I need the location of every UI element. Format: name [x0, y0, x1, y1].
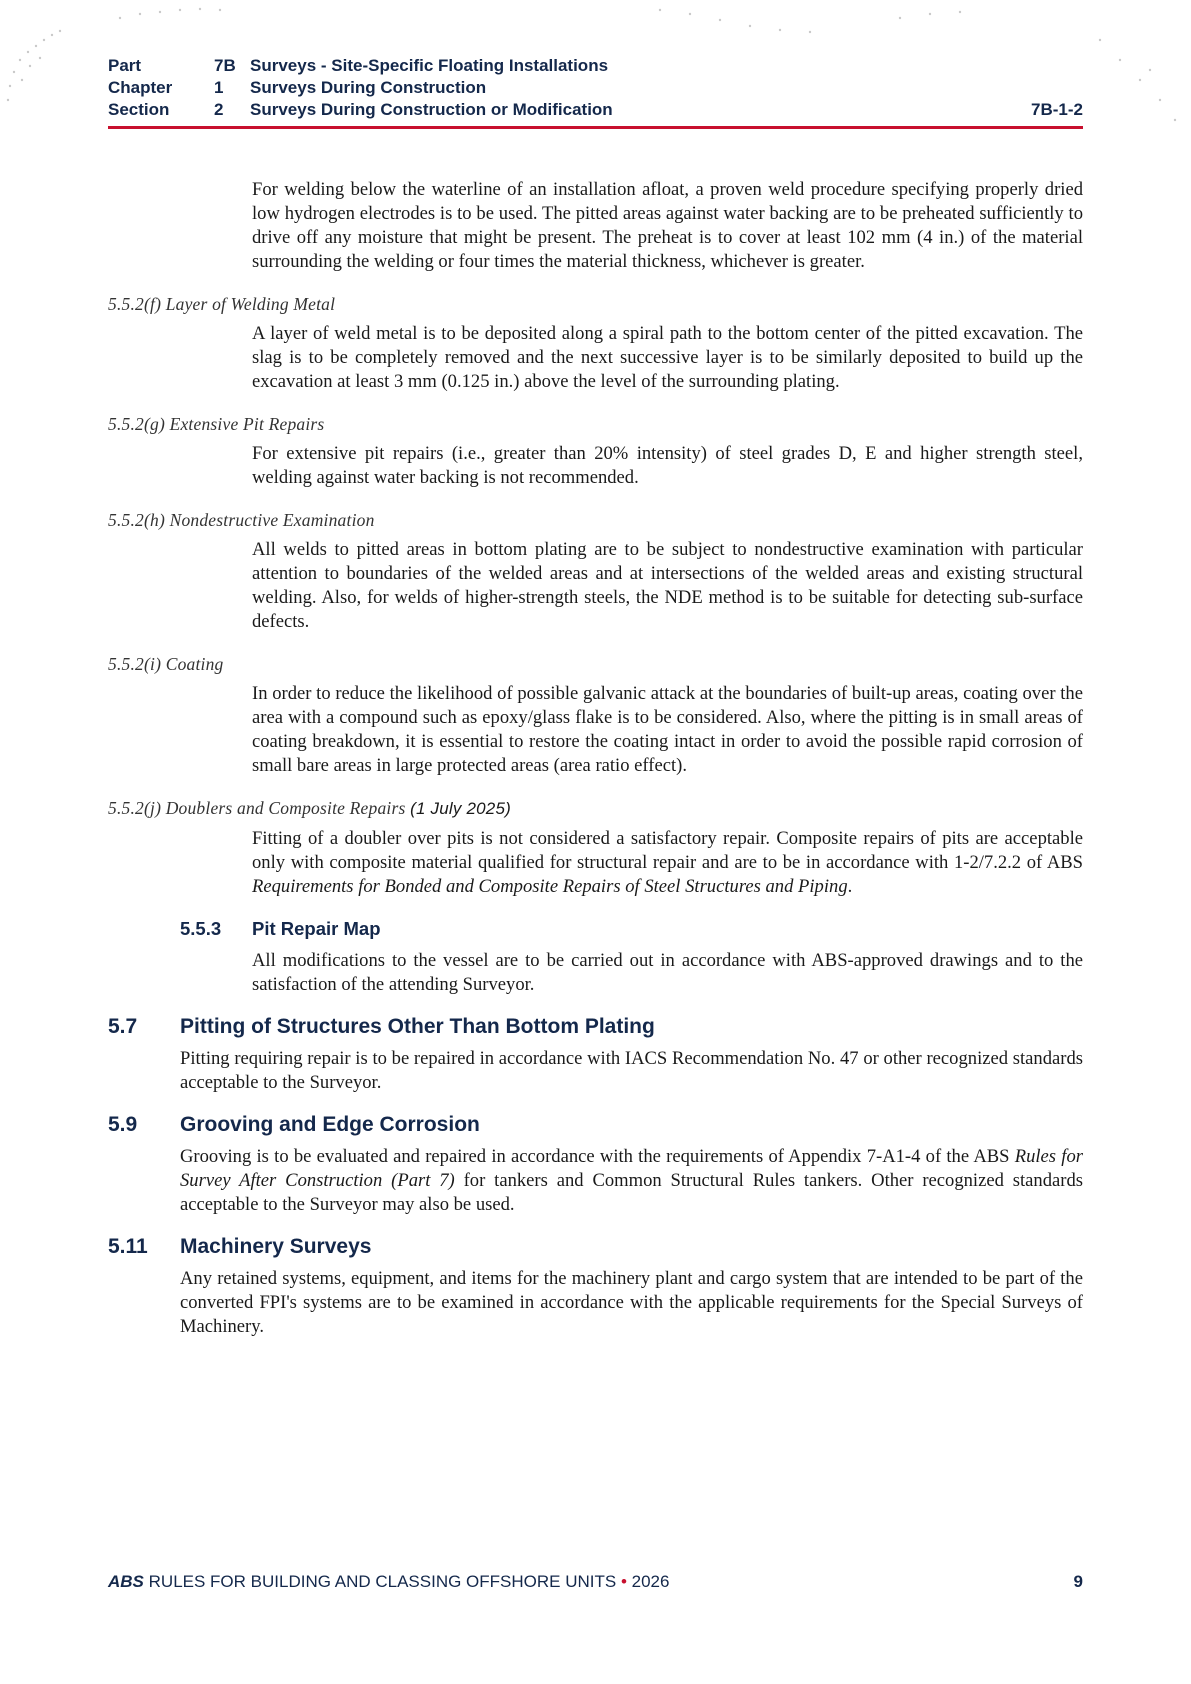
- header-label: Section: [108, 100, 170, 119]
- paragraph-text: Fitting of a doubler over pits is not considered a satisfactory repair. Composite repairs of pits are acceptable only with composite material qualified for structural repair and are to be in accordance with 1-2/7.2.2 of ABS: [252, 828, 1083, 873]
- paragraph: [180, 1145, 1083, 1217]
- intro-paragraph: For welding below the waterline of an installation afloat, a proven weld procedure specifying properly dried low hydrogen electrodes is to be used. The pitted areas against water backing are to be preheated sufficiently to drive off any moisture that might be present. The preheat is to cover at least 102 mm (4 in.) of the material surrounding the welding or four times the material thickness, whichever is greater.: [252, 179, 1083, 272]
- header-row-chapter: [108, 77, 1083, 99]
- heading-title: Machinery Surveys: [180, 1235, 372, 1258]
- header-section-ref: 7B-1-2: [1031, 100, 1083, 119]
- paragraph-text: for tankers and Common Structural Rules tankers. Other recognized standards acceptable to the Surveyor may also be used.: [180, 1170, 1083, 1215]
- paragraph-text: Grooving is to be evaluated and repaired in accordance with the requirements of Appendix 7-A1-4 of the ABS: [180, 1146, 1015, 1167]
- paragraph: In order to reduce the likelihood of possible galvanic attack at the boundaries of built-up areas, coating over the area with a compound such as epoxy/glass flake is to be considered. Also, where the pitting is in small areas of coating breakdown, it is essential to restore the coating intact in order to avoid the possible rapid corrosion of small bare areas in large protected areas (area ratio effect).: [252, 683, 1083, 776]
- footer-year: 2026: [631, 1572, 670, 1591]
- heading-5-5-3: [180, 917, 1083, 941]
- heading-5-7: [108, 1015, 1083, 1039]
- paragraph: A layer of weld metal is to be deposited along a spiral path to the bottom center of the pitted excavation. The slag is to be completely removed and the next successive layer is to be similarly deposited to build up the excavation at least 3 mm (0.125 in.) above the level of the surrounding plating.: [252, 323, 1083, 392]
- header-row-part: [108, 55, 1083, 77]
- header-title: Surveys - Site-Specific Floating Installations: [250, 56, 609, 75]
- document-title: Rules for Survey After Construction (Part 7): [180, 1146, 1083, 1191]
- paragraph: Pitting requiring repair is to be repaired in accordance with IACS Recommendation No. 47 or other recognized standards acceptable to the Surveyor.: [180, 1048, 1083, 1093]
- heading-number: 5.5.3: [180, 918, 222, 939]
- heading-title: Grooving and Edge Corrosion: [180, 1113, 480, 1136]
- running-header: [108, 55, 1083, 121]
- subsection-heading: [108, 796, 1083, 821]
- heading-title: Pitting of Structures Other Than Bottom Plating: [180, 1015, 655, 1038]
- paragraph: All welds to pitted areas in bottom plating are to be subject to nondestructive examination with particular attention to boundaries of the welded areas and at intersections of the welded areas and existing structural welding. Also, for welds of higher-strength steels, the NDE method is to be suitable for detecting sub-surface defects.: [252, 539, 1083, 632]
- header-number: 7B: [214, 56, 236, 75]
- subsection-heading: 5.5.2(i) Coating: [108, 654, 224, 674]
- header-row-section: [108, 99, 1083, 121]
- subsection-heading: 5.5.2(g) Extensive Pit Repairs: [108, 414, 325, 434]
- paragraph: [252, 827, 1083, 899]
- heading-title: Pit Repair Map: [252, 918, 381, 939]
- header-number: 1: [214, 78, 224, 97]
- subsection-title: 5.5.2(j) Doublers and Composite Repairs: [108, 798, 406, 818]
- header-title: Surveys During Construction: [250, 78, 487, 97]
- paragraph: Any retained systems, equipment, and items for the machinery plant and cargo system that are intended to be part of the converted FPI's systems are to be examined in accordance with the applicable requirements for the Special Surveys of Machinery.: [180, 1268, 1083, 1337]
- document-title: Requirements for Bonded and Composite Repairs of Steel Structures and Piping: [252, 876, 848, 897]
- heading-number: 5.11: [108, 1235, 148, 1258]
- footer-title: [108, 1572, 669, 1592]
- header-label: Chapter: [108, 78, 173, 97]
- page-body: [108, 178, 1083, 1357]
- abs-logo-text: ABS: [108, 1572, 144, 1591]
- subsection-heading: 5.5.2(h) Nondestructive Examination: [108, 510, 375, 530]
- revision-date: (1 July 2025): [410, 799, 511, 818]
- page-number: 9: [1073, 1572, 1083, 1591]
- paragraph: For extensive pit repairs (i.e., greater than 20% intensity) of steel grades D, E and higher strength steel, welding against water backing is not recommended.: [252, 443, 1083, 488]
- header-title: Surveys During Construction or Modification: [250, 100, 613, 119]
- page-footer: [108, 1572, 1083, 1592]
- paragraph: All modifications to the vessel are to be carried out in accordance with ABS-approved drawings and to the satisfaction of the attending Surveyor.: [252, 950, 1083, 995]
- heading-5-11: [108, 1235, 1083, 1259]
- header-rule: [108, 126, 1083, 129]
- paragraph-text: .: [847, 876, 853, 897]
- heading-number: 5.9: [108, 1113, 138, 1136]
- footer-separator: •: [620, 1572, 627, 1591]
- header-number: 2: [214, 100, 224, 119]
- header-label: Part: [108, 56, 142, 75]
- heading-number: 5.7: [108, 1015, 138, 1038]
- footer-document-name: RULES FOR BUILDING AND CLASSING OFFSHORE UNITS: [148, 1572, 617, 1591]
- heading-5-9: [108, 1113, 1083, 1137]
- subsection-heading: 5.5.2(f) Layer of Welding Metal: [108, 294, 336, 314]
